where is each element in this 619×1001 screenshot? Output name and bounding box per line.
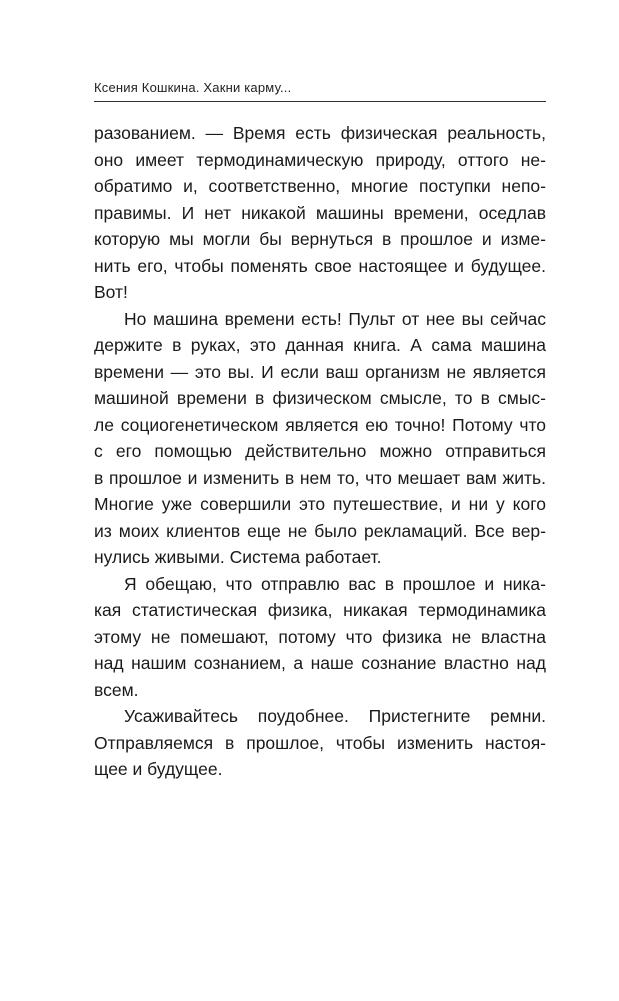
- text-line: кая статистическая физика, никакая термодинамика: [94, 600, 546, 620]
- text-line: правимы. И нет никакой машины времени, оседлав: [94, 202, 546, 223]
- text-line: Усаживайтесь поудобнее. Пристегните ремни.: [124, 706, 546, 726]
- text-line: обратимо и, соответственно, многие поступки непо-: [94, 176, 546, 196]
- text-line: этому не помешают, потому что физика не властна: [94, 626, 546, 647]
- text-line: оно имеет термодинамическую природу, оттого не-: [94, 149, 546, 170]
- text-line: Я обещаю, что отправлю вас в прошлое и ника-: [124, 573, 546, 594]
- paragraph: [94, 703, 546, 783]
- header-rule: [94, 101, 546, 102]
- text-line: времени — это вы. И если ваш организм не является: [94, 361, 546, 382]
- text-line: которую мы могли бы вернуться в прошлое и изме-: [94, 229, 546, 249]
- paragraph: [94, 120, 546, 306]
- text-line: нулись живыми. Система работает.: [94, 547, 382, 567]
- text-line: всем.: [94, 679, 139, 700]
- text-line: Отправляемся в прошлое, чтобы изменить настоя-: [94, 732, 546, 753]
- text-line: Многие уже совершили это путешествие, и ни у кого: [94, 494, 546, 514]
- paragraph: [94, 306, 546, 571]
- body-text: [94, 120, 546, 783]
- text-line: разованием. — Время есть физическая реальность,: [94, 123, 546, 143]
- text-line: с его помощью действительно можно отправиться: [94, 441, 546, 461]
- text-line: ле социогенетическом является ею точно! Потому что: [94, 414, 546, 435]
- text-line: над нашим сознанием, а наше сознание властно над: [94, 653, 546, 673]
- running-head: Ксения Кошкина. Хакни карму...: [94, 80, 292, 95]
- text-line: держите в руках, это данная книга. А сама машина: [94, 335, 546, 355]
- text-line: в прошлое и изменить в нем то, что мешает вам жить.: [94, 467, 546, 488]
- text-line: из моих клиентов еще не было рекламаций. Все вер-: [94, 520, 546, 541]
- text-line: Но машина времени есть! Пульт от нее вы сейчас: [124, 308, 546, 329]
- text-line: щее и будущее.: [94, 759, 223, 779]
- text-line: машиной времени в физическом смысле, то в смыс-: [94, 388, 546, 408]
- text-line: Вот!: [94, 282, 128, 302]
- text-line: нить его, чтобы поменять свое настоящее и будущее.: [94, 255, 546, 276]
- paragraph: [94, 571, 546, 704]
